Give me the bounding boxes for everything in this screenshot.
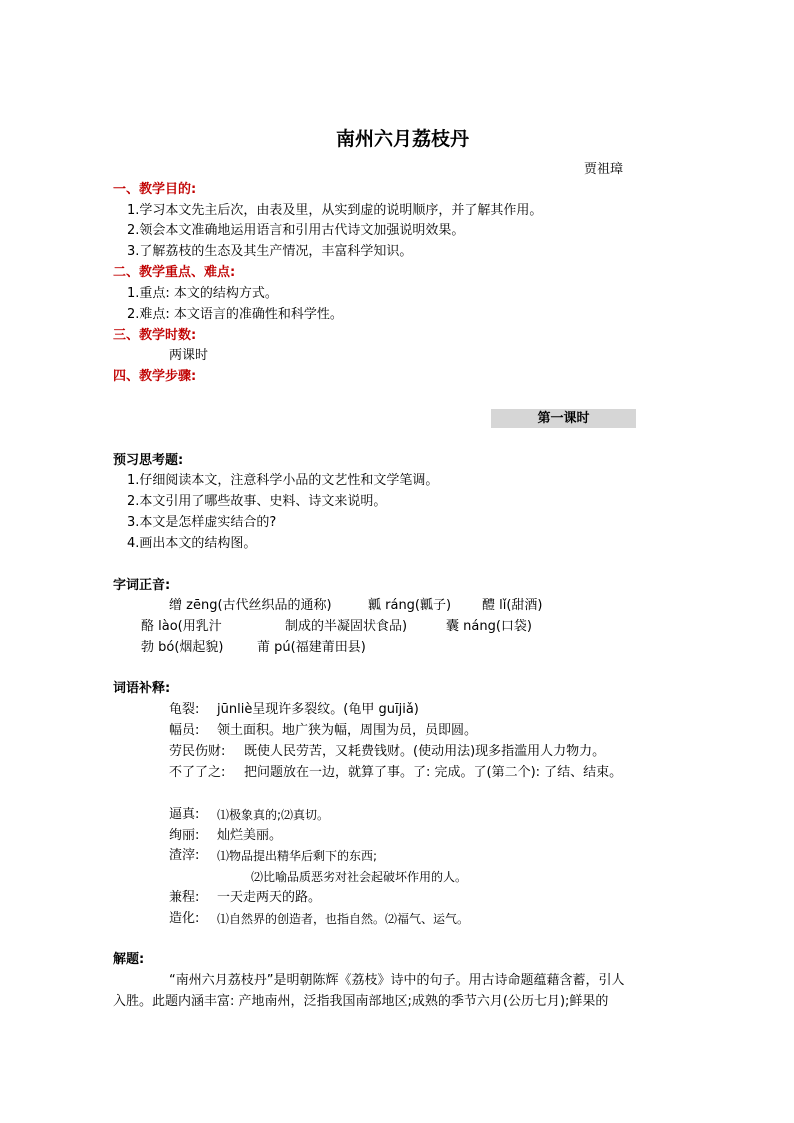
preview-item: 4.画出本文的结构图。 xyxy=(127,536,257,551)
pronunciation-entry: 醴 lǐ(甜酒) xyxy=(482,598,543,613)
keypoint-item: 1.重点: 本文的结构方式。 xyxy=(127,286,278,301)
pronunciation-entry: 瓤 ráng(瓤子) xyxy=(368,598,452,613)
vocab-def: 领土面积。地广狭为幅，周围为员，员即圆。 xyxy=(217,723,478,738)
pronunciation-entry: 莆 pú(福建莆田县) xyxy=(257,640,366,655)
vocab-heading: 词语补释: xyxy=(113,681,171,696)
pronunciation-heading: 字词正音: xyxy=(113,578,171,593)
vocab-term: 幅员: xyxy=(169,723,200,738)
preview-item: 1.仔细阅读本文，注意科学小品的文艺性和文学笔调。 xyxy=(127,473,439,488)
keypoint-item: 2.难点: 本文语言的准确性和科学性。 xyxy=(127,307,343,322)
vocab-def: 灿烂美丽。 xyxy=(217,828,283,843)
pronunciation-entry: 勃 bó(烟起貌) xyxy=(141,640,224,655)
vocab-term: 龟裂: xyxy=(169,702,200,717)
explanation-paragraph-line: 入胜。此题内涵丰富: 产地南州，泛指我国南部地区;成熟的季节六月(公历七月);鲜果的 xyxy=(113,994,609,1009)
goal-item: 2.领会本文准确地运用语言和引用古代诗文加强说明效果。 xyxy=(127,223,465,238)
lesson-one-banner xyxy=(491,409,636,428)
vocab-term: 不了了之: xyxy=(169,765,226,780)
vocab-def: ⑵比喻品质恶劣对社会起破坏作用的人。 xyxy=(251,870,468,884)
vocab-def: ⑴极象真的;⑵真切。 xyxy=(217,808,330,822)
section-steps-heading: 四、教学步骤: xyxy=(113,369,197,384)
explanation-heading: 解题: xyxy=(113,952,145,967)
preview-item: 3.本文是怎样虚实结合的? xyxy=(127,515,277,530)
vocab-term: 劳民伤财: xyxy=(169,744,226,759)
section-goals-heading: 一、教学目的: xyxy=(113,182,197,197)
page-title: 南州六月荔枝丹 xyxy=(336,128,470,150)
preview-heading: 预习思考题: xyxy=(113,453,184,468)
vocab-def: 既使人民劳苦，又耗费钱财。(使动用法)现多指滥用人力物力。 xyxy=(244,744,606,759)
vocab-def: jūnliè呈现许多裂纹。(龟甲 guījiǎ) xyxy=(217,702,419,717)
vocab-def: 把问题放在一边，就算了事。了: 完成。了(第二个): 了结、结束。 xyxy=(244,765,623,780)
section-hours-heading: 三、教学时数: xyxy=(113,328,197,343)
author: 贾祖璋 xyxy=(584,162,624,177)
goal-item: 3.了解荔枝的生态及其生产情况，丰富科学知识。 xyxy=(127,244,413,259)
lesson-one-label: 第一课时 xyxy=(537,411,590,426)
vocab-term: 逼真: xyxy=(169,807,200,822)
pronunciation-entry: 酪 lào(用乳汁 xyxy=(141,619,222,634)
vocab-term: 兼程: xyxy=(169,890,200,905)
section-keypoints-heading: 二、教学重点、难点: xyxy=(113,265,236,280)
pronunciation-entry: 制成的半凝固状食品) xyxy=(285,619,408,634)
goal-item: 1.学习本文先主后次，由表及里，从实到虚的说明顺序，并了解其作用。 xyxy=(127,203,543,218)
vocab-def: ⑴物品提出精华后剩下的东西; xyxy=(217,849,378,863)
pronunciation-entry: 囊 náng(口袋) xyxy=(446,619,532,634)
hours-value: 两课时 xyxy=(169,348,209,363)
vocab-term: 渣滓: xyxy=(169,848,200,863)
vocab-def: ⑴自然界的创造者，也指自然。⑵福气、运气。 xyxy=(217,912,470,926)
pronunciation-entry: 缯 zēng(古代丝织品的通称) xyxy=(169,598,332,613)
explanation-paragraph-line: “南州六月荔枝丹”是明朝陈辉《荔枝》诗中的句子。用古诗命题蕴藉含蓄，引人 xyxy=(169,973,625,988)
vocab-def: 一天走两天的路。 xyxy=(217,890,322,905)
preview-item: 2.本文引用了哪些故事、史料、诗文来说明。 xyxy=(127,494,387,509)
vocab-term: 造化: xyxy=(169,911,200,926)
vocab-term: 绚丽: xyxy=(169,828,200,843)
